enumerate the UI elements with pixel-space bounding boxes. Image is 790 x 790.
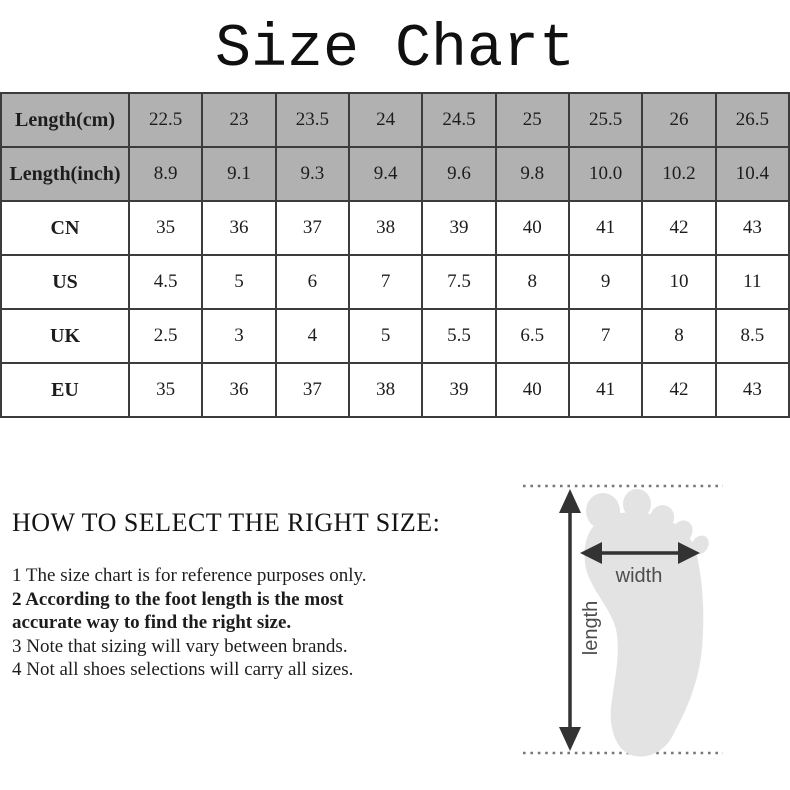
size-cell: 23 — [202, 93, 275, 147]
size-cell: 35 — [129, 201, 202, 255]
size-cell: 9.3 — [276, 147, 349, 201]
size-cell: 8 — [496, 255, 569, 309]
size-cell: 2.5 — [129, 309, 202, 363]
size-cell: 41 — [569, 201, 642, 255]
size-cell: 8 — [642, 309, 715, 363]
size-cell: 8.9 — [129, 147, 202, 201]
size-cell: 5 — [202, 255, 275, 309]
row-label: Length(inch) — [1, 147, 129, 201]
size-cell: 37 — [276, 201, 349, 255]
row-label: US — [1, 255, 129, 309]
note-item: 3 Note that sizing will vary between brands. — [12, 635, 348, 657]
size-cell: 41 — [569, 363, 642, 417]
size-cell: 26.5 — [716, 93, 789, 147]
length-label: length — [580, 600, 602, 656]
table-row — [1, 255, 789, 309]
size-cell: 7 — [349, 255, 422, 309]
size-cell: 38 — [349, 201, 422, 255]
size-chart-table — [0, 92, 790, 418]
size-cell: 43 — [716, 201, 789, 255]
table-row — [1, 309, 789, 363]
size-cell: 43 — [716, 363, 789, 417]
size-cell: 40 — [496, 363, 569, 417]
size-cell: 24 — [349, 93, 422, 147]
size-cell: 35 — [129, 363, 202, 417]
size-cell: 4.5 — [129, 255, 202, 309]
foot-measurement-diagram — [500, 463, 770, 790]
size-cell: 23.5 — [276, 93, 349, 147]
size-cell: 38 — [349, 363, 422, 417]
size-cell: 10.0 — [569, 147, 642, 201]
size-cell: 9.6 — [422, 147, 495, 201]
size-cell: 11 — [716, 255, 789, 309]
size-cell: 25.5 — [569, 93, 642, 147]
size-cell: 6 — [276, 255, 349, 309]
table-row — [1, 201, 789, 255]
size-cell: 36 — [202, 201, 275, 255]
size-cell: 36 — [202, 363, 275, 417]
table-row — [1, 363, 789, 417]
width-label: width — [615, 565, 663, 587]
size-cell: 4 — [276, 309, 349, 363]
size-table-body — [1, 93, 789, 417]
size-cell: 22.5 — [129, 93, 202, 147]
size-cell: 10.2 — [642, 147, 715, 201]
howto-heading: HOW TO SELECT THE RIGHT SIZE: — [12, 508, 441, 537]
size-cell: 6.5 — [496, 309, 569, 363]
note-item: 4 Not all shoes selections will carry all sizes. — [12, 659, 354, 680]
size-cell: 25 — [496, 93, 569, 147]
size-cell: 10 — [642, 255, 715, 309]
size-cell: 42 — [642, 201, 715, 255]
howto-section — [12, 508, 492, 682]
footprint-icon — [585, 489, 713, 757]
size-cell: 37 — [276, 363, 349, 417]
row-label: EU — [1, 363, 129, 417]
size-cell: 3 — [202, 309, 275, 363]
size-cell: 9 — [569, 255, 642, 309]
table-row — [1, 147, 789, 201]
size-cell: 5.5 — [422, 309, 495, 363]
row-label: Length(cm) — [1, 93, 129, 147]
notes-list — [12, 564, 410, 682]
size-cell: 39 — [422, 201, 495, 255]
size-cell: 40 — [496, 201, 569, 255]
size-cell: 7.5 — [422, 255, 495, 309]
size-cell: 39 — [422, 363, 495, 417]
row-label: UK — [1, 309, 129, 363]
size-cell: 9.8 — [496, 147, 569, 201]
foot-diagram-svg — [500, 463, 770, 790]
size-cell: 9.1 — [202, 147, 275, 201]
size-cell: 7 — [569, 309, 642, 363]
size-cell: 10.4 — [716, 147, 789, 201]
note-item: 2 According to the foot length is the most accurate way to find the right size. — [12, 588, 344, 633]
note-item: 1 The size chart is for reference purposes only. — [12, 565, 367, 586]
size-cell: 24.5 — [422, 93, 495, 147]
page-title: Size Chart — [214, 16, 576, 84]
length-arrow-icon — [559, 489, 581, 751]
size-cell: 8.5 — [716, 309, 789, 363]
table-row — [1, 93, 789, 147]
size-cell: 26 — [642, 93, 715, 147]
size-cell: 42 — [642, 363, 715, 417]
size-cell: 9.4 — [349, 147, 422, 201]
row-label: CN — [1, 201, 129, 255]
size-cell: 5 — [349, 309, 422, 363]
